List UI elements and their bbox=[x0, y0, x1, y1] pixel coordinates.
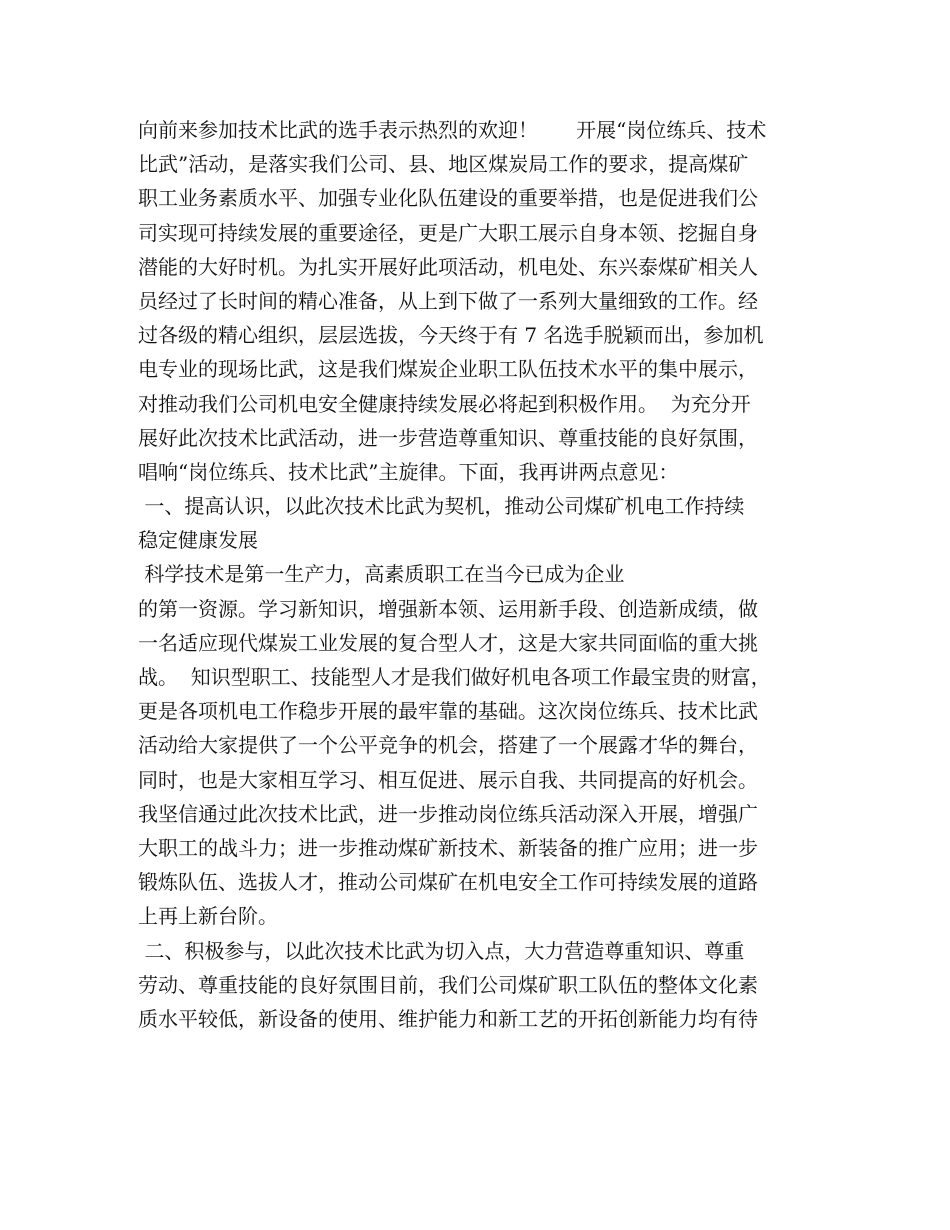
text-line: 我坚信通过此次技术比武，进一步推动岗位练兵活动深入开展，增强广 bbox=[138, 801, 758, 826]
section-heading-1-cont: 稳定健康发展 bbox=[138, 528, 258, 553]
text-line: 一名适应现代煤炭工业发展的复合型人才，这是大家共同面临的重大挑 bbox=[138, 630, 758, 655]
text-line: 职工业务素质水平、加强专业化队伍建设的重要举措，也是促进我们公 bbox=[138, 186, 758, 211]
text-line: 向前来参加技术比武的选手表示热烈的欢迎！ 开展“岗位练兵、技术 bbox=[138, 118, 767, 142]
text-line: 劳动、尊重技能的良好氛围目前，我们公司煤矿职工队伍的整体文化素 bbox=[138, 972, 758, 997]
text-line: 过各级的精心组织，层层选拔，今天终于有 7 名选手脱颖而出，参加机 bbox=[138, 323, 764, 348]
text-line: 展好此次技术比武活动，进一步营造尊重知识、尊重技能的良好氛围， bbox=[138, 425, 758, 450]
text-line: 电专业的现场比武，这是我们煤炭企业职工队伍技术水平的集中展示， bbox=[138, 357, 758, 382]
text-line: 战。 知识型职工、技能型人才是我们做好机电各项工作最宝贵的财富， bbox=[138, 665, 771, 689]
text-line: 质水平较低，新设备的使用、维护能力和新工艺的开拓创新能力均有待 bbox=[138, 1006, 758, 1031]
text-line: 锻炼队伍、选拔人才，推动公司煤矿在机电安全工作可持续发展的道路 bbox=[138, 870, 758, 895]
text-line: 大职工的战斗力；进一步推动煤矿新技术、新装备的推广应用；进一步 bbox=[138, 835, 758, 860]
section-heading-2: 二、积极参与，以此次技术比武为切入点，大力营造尊重知识、尊重 bbox=[138, 938, 745, 963]
text-line: 科学技术是第一生产力，高素质职工在当今已成为企业 bbox=[138, 562, 625, 587]
text-line: 比武”活动，是落实我们公司、县、地区煤炭局工作的要求，提高煤矿 bbox=[138, 152, 749, 177]
section-heading-1: 一、提高认识，以此次技术比武为契机，推动公司煤矿机电工作持续 bbox=[138, 494, 745, 519]
text-line: 上再上新台阶。 bbox=[138, 904, 278, 929]
text-line: 员经过了长时间的精心准备，从上到下做了一系列大量细致的工作。经 bbox=[138, 288, 758, 313]
text-line: 同时，也是大家相互学习、相互促进、展示自我、共同提高的好机会。 bbox=[138, 767, 758, 792]
text-line: 潜能的大好时机。为扎实开展好此项活动，机电处、东兴泰煤矿相关人 bbox=[138, 254, 758, 279]
text-line: 更是各项机电工作稳步开展的最牢靠的基础。这次岗位练兵、技术比武 bbox=[138, 699, 758, 724]
text-line: 唱响“岗位练兵、技术比武”主旋律。下面，我再讲两点意见： bbox=[138, 459, 679, 484]
text-line: 活动给大家提供了一个公平竞争的机会，搭建了一个展露才华的舞台， bbox=[138, 733, 758, 758]
body-text bbox=[138, 113, 838, 1036]
text-line: 的第一资源。学习新知识，增强新本领、运用新手段、创造新成绩，做 bbox=[138, 596, 758, 621]
text-line: 司实现可持续发展的重要途径，更是广大职工展示自身本领、挖掘自身 bbox=[138, 220, 758, 245]
text-line: 对推动我们公司机电安全健康持续发展必将起到积极作用。 为充分开 bbox=[138, 391, 751, 416]
